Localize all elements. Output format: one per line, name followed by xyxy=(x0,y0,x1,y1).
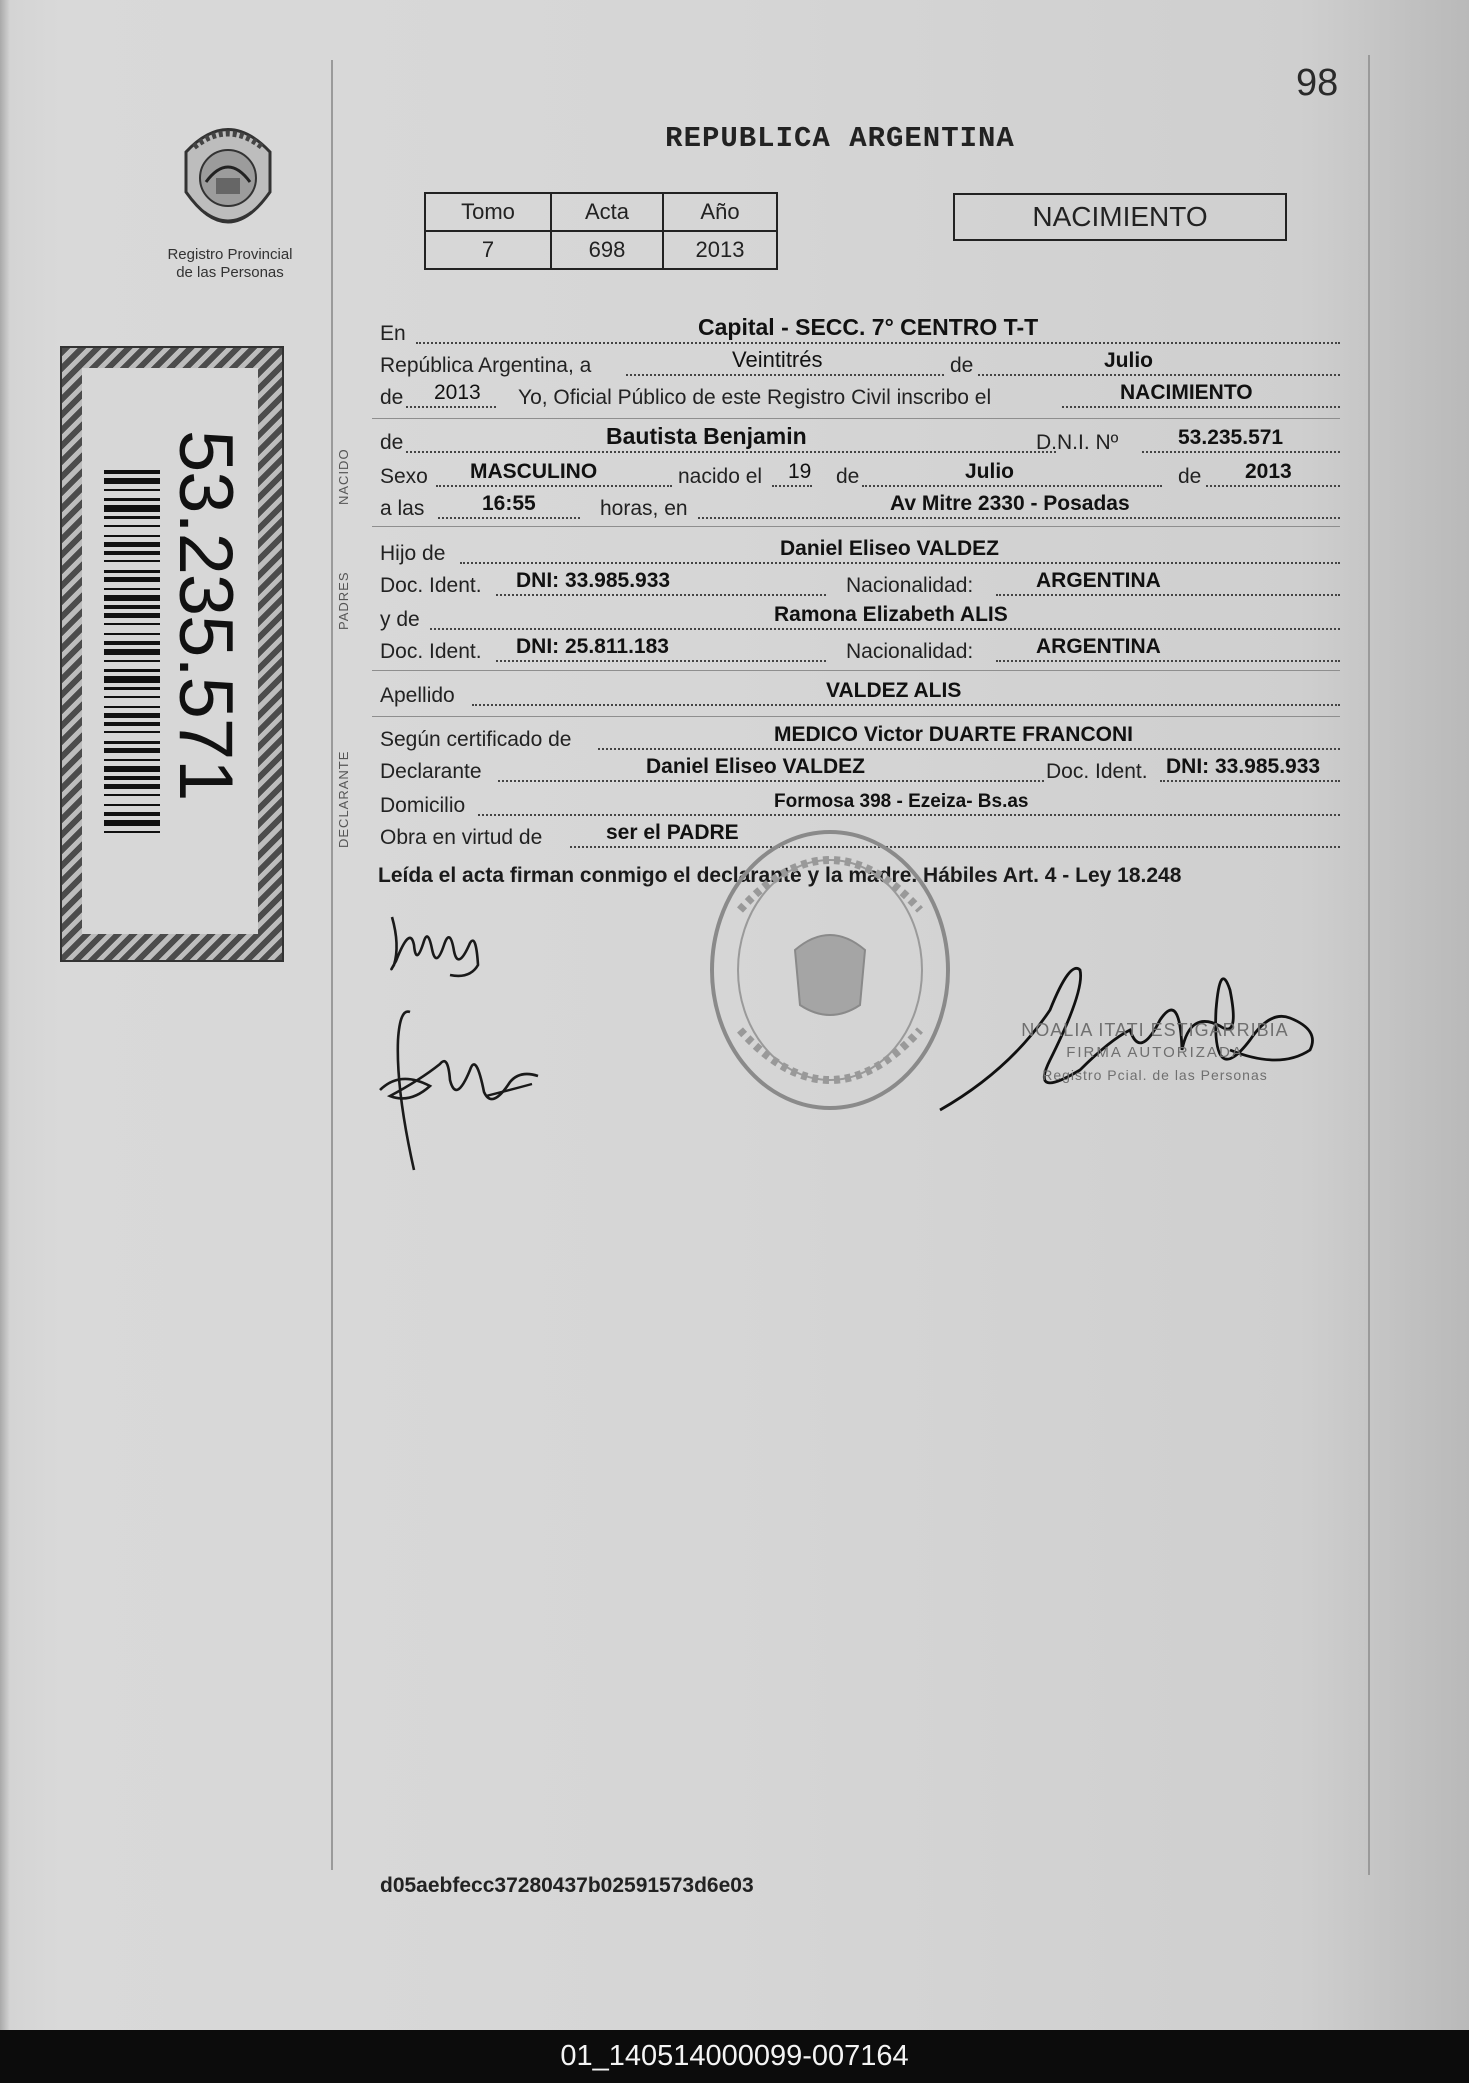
value-obra: ser el PADRE xyxy=(606,821,739,844)
section-divider xyxy=(372,526,1340,527)
province-seal-icon xyxy=(176,112,280,244)
value-hora: 16:55 xyxy=(482,492,536,515)
dotted-line xyxy=(978,374,1340,376)
dotted-line xyxy=(598,748,1340,750)
value-dia-letras: Veintitrés xyxy=(732,347,823,372)
value-nac-anio: 2013 xyxy=(1245,460,1292,483)
dotted-line xyxy=(478,814,1340,816)
dotted-line xyxy=(996,660,1340,662)
value-declarante: Daniel Eliseo VALDEZ xyxy=(646,755,865,778)
label-de: de xyxy=(380,386,404,409)
organization-line-1: Registro Provincial xyxy=(167,246,293,263)
section-label-nacido: NACIDO xyxy=(336,448,351,505)
label-doc-ident: Doc. Ident. xyxy=(380,574,482,597)
label-nacido-el: nacido el xyxy=(678,465,763,488)
value-lugar-nac: Av Mitre 2330 - Posadas xyxy=(890,492,1130,515)
value-madre-nac: ARGENTINA xyxy=(1036,635,1161,658)
label-nacionalidad: Nacionalidad: xyxy=(846,640,974,663)
row-declarante xyxy=(380,756,1340,786)
value-certificado: MEDICO Victor DUARTE FRANCONI xyxy=(774,723,1133,746)
official-role: FIRMA AUTORIZADA xyxy=(1066,1044,1244,1061)
label-obra: Obra en virtud de xyxy=(380,826,543,849)
closing-statement: Leída el acta firman conmigo el declarante y la madre. Hábiles Art. 4 - Ley 18.248 xyxy=(378,864,1182,887)
left-margin-line xyxy=(331,60,333,1870)
row-padre-doc xyxy=(380,570,1340,600)
dotted-line xyxy=(498,780,1044,782)
label-sexo: Sexo xyxy=(380,465,428,488)
dotted-line xyxy=(436,485,672,487)
official-name: NOALIA ITATI ESTIGARRIBIA xyxy=(1021,1020,1289,1040)
dotted-line xyxy=(698,517,1340,519)
row-madre-doc xyxy=(380,636,1340,666)
official-office: Registro Pcial. de las Personas xyxy=(1042,1067,1268,1083)
dotted-line xyxy=(496,660,826,662)
row-apellido xyxy=(380,680,1340,710)
organization-line-2: de las Personas xyxy=(176,264,284,281)
barcode-number-label xyxy=(118,430,288,890)
section-label-padres: PADRES xyxy=(336,571,351,630)
dotted-line xyxy=(1062,406,1340,408)
value-anio: 2013 xyxy=(434,381,481,404)
label-hijo-de: Hijo de xyxy=(380,542,446,565)
right-margin-line xyxy=(1368,55,1370,1875)
document-hash: d05aebfecc37280437b02591573d6e03 xyxy=(380,1874,754,1897)
dotted-line xyxy=(472,704,1340,706)
page-number: 98 xyxy=(1296,62,1339,104)
label-republica: República Argentina, a xyxy=(380,354,592,377)
organization-name xyxy=(150,246,310,282)
signature-declarant-icon xyxy=(370,1000,550,1180)
file-id: 01_140514000099-007164 xyxy=(560,2040,909,2072)
row-sexo xyxy=(380,461,1340,491)
value-padre-doc: DNI: 33.985.933 xyxy=(516,569,671,592)
table-header-tomo: Tomo xyxy=(425,193,551,231)
table-value-tomo: 7 xyxy=(425,231,551,269)
row-inscribo xyxy=(380,382,1340,412)
value-madre-doc: DNI: 25.811.183 xyxy=(516,635,669,658)
value-padre: Daniel Eliseo VALDEZ xyxy=(780,537,999,560)
section-divider xyxy=(372,670,1340,671)
row-segun xyxy=(380,724,1340,754)
dotted-line xyxy=(438,517,580,519)
dotted-line xyxy=(772,485,812,487)
label-de: de xyxy=(380,431,404,454)
official-stamp-icon xyxy=(700,820,960,1120)
dotted-line xyxy=(1160,780,1340,782)
record-type-box: NACIMIENTO xyxy=(953,193,1287,241)
label-declarante: Declarante xyxy=(380,760,482,783)
value-mes: Julio xyxy=(1104,349,1154,372)
barcode-number-text: 53.235.571 xyxy=(163,430,248,801)
label-apellido: Apellido xyxy=(380,684,455,707)
value-declarante-doc: DNI: 33.985.933 xyxy=(1166,755,1321,778)
row-y-de xyxy=(380,604,1340,634)
row-hora xyxy=(380,493,1340,523)
label-horas-en: horas, en xyxy=(600,497,688,520)
dotted-line xyxy=(406,406,496,408)
record-table xyxy=(424,192,778,270)
label-en: En xyxy=(380,322,406,345)
dotted-line xyxy=(496,594,826,596)
value-nac-dia: 19 xyxy=(788,460,812,483)
label-y-de: y de xyxy=(380,608,420,631)
value-apellido: VALDEZ ALIS xyxy=(826,679,962,702)
value-padre-nac: ARGENTINA xyxy=(1036,569,1161,592)
file-id-bar xyxy=(0,2030,1469,2083)
label-de: de xyxy=(1178,465,1202,488)
label-de: de xyxy=(836,465,860,488)
value-sexo: MASCULINO xyxy=(470,460,598,483)
value-nombre: Bautista Benjamin xyxy=(606,423,807,449)
label-de: de xyxy=(950,354,974,377)
value-dni: 53.235.571 xyxy=(1178,426,1284,449)
table-header-anio: Año xyxy=(663,193,777,231)
dotted-line xyxy=(1142,451,1340,453)
label-yo-oficial: Yo, Oficial Público de este Registro Civil inscribo el xyxy=(518,386,992,409)
label-dni: D.N.I. Nº xyxy=(1036,431,1119,454)
label-a-las: a las xyxy=(380,497,425,520)
table-header-acta: Acta xyxy=(551,193,663,231)
row-republica xyxy=(380,347,1340,380)
row-nombre xyxy=(380,423,1340,457)
signature-mother-icon xyxy=(380,905,500,1005)
dotted-line xyxy=(862,485,1162,487)
label-domicilio: Domicilio xyxy=(380,794,466,817)
row-en xyxy=(380,314,1340,348)
dotted-line xyxy=(406,451,1056,453)
value-acto: NACIMIENTO xyxy=(1120,381,1253,404)
dotted-line xyxy=(1206,485,1340,487)
label-doc-ident: Doc. Ident. xyxy=(380,640,482,663)
dotted-line xyxy=(430,628,1340,630)
dotted-line xyxy=(460,562,1340,564)
table-value-acta: 698 xyxy=(551,231,663,269)
value-domicilio: Formosa 398 - Ezeiza- Bs.as xyxy=(774,791,1029,812)
value-nac-mes: Julio xyxy=(965,460,1015,483)
country-title: REPUBLICA ARGENTINA xyxy=(665,122,1015,155)
row-hijo-de xyxy=(380,538,1340,568)
dotted-line xyxy=(996,594,1340,596)
label-nacionalidad: Nacionalidad: xyxy=(846,574,974,597)
dotted-line xyxy=(416,342,1340,344)
section-divider xyxy=(372,716,1340,717)
row-domicilio xyxy=(380,790,1340,820)
label-segun: Según certificado de xyxy=(380,728,572,751)
value-madre: Ramona Elizabeth ALIS xyxy=(774,603,1008,626)
section-divider xyxy=(372,418,1340,419)
label-doc-ident: Doc. Ident. xyxy=(1046,760,1148,783)
section-label-declarante: DECLARANTE xyxy=(336,750,351,848)
dotted-line xyxy=(626,374,944,376)
value-lugar: Capital - SECC. 7° CENTRO T-T xyxy=(698,314,1039,340)
table-value-anio: 2013 xyxy=(663,231,777,269)
